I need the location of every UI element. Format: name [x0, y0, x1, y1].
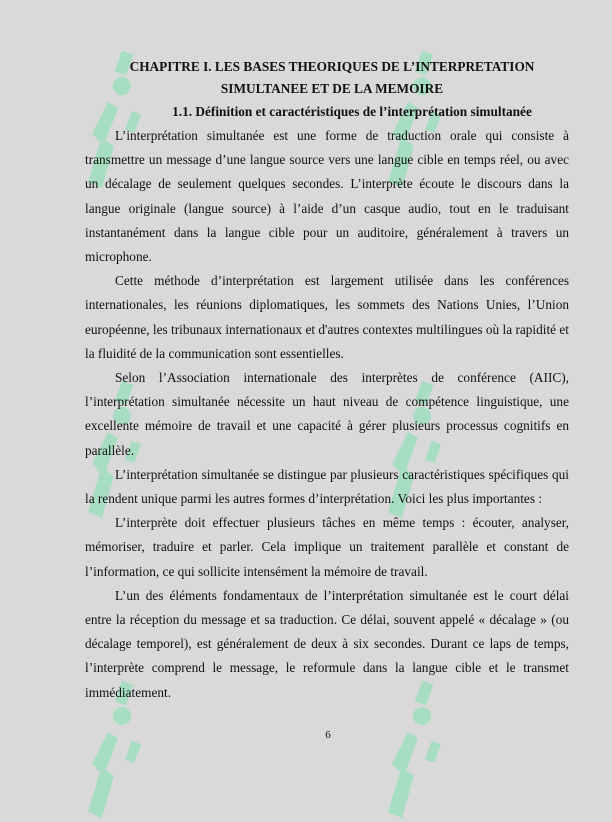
document-body: [85, 56, 569, 705]
paragraph-1: L’interprétation simultanée est une forme de traduction orale qui consiste à transmettre un message d’une langue source vers une langue cible en temps réel, ou avec un décalage de seulement quelques secondes. L’interprète écoute le discours dans la langue originale (langue source) à l’aide d’un casque audio, tout en le traduisant instantanément dans la langue cible pour un auditoire, généralement à travers un microphone.: [85, 128, 569, 265]
chapter-title-line-2: SIMULTANEE ET DE LA MEMOIRE: [220, 81, 444, 96]
page-number: 6: [325, 729, 331, 741]
paragraph-4: L’interprétation simultanée se distingue par plusieurs caractéristiques spécifiques qui la rendent unique parmi les autres formes d’interprétation. Voici les plus importantes :: [85, 466, 569, 507]
section-title: 1.1. Définition et caractéristiques de l’interprétation simultanée: [172, 104, 532, 119]
paragraph-2: Cette méthode d’interprétation est largement utilisée dans les conférences internationales, les réunions diplomatiques, les sommets des Nations Unies, l’Union européenne, les tribunaux internationaux et d'autres contextes multilingues où la rapidité et la fluidité de la communication sont essentielles.: [85, 273, 569, 361]
paragraph-3: Selon l’Association internationale des interprètes de conférence (AIIC), l’interprétation simultanée nécessite un haut niveau de compétence linguistique, une excellente mémoire de travail et une capacité à gérer plusieurs processus cognitifs en parallèle.: [85, 370, 569, 458]
paragraph-6: L’un des éléments fondamentaux de l’interprétation simultanée est le court délai entre la réception du message et sa traduction. Ce délai, souvent appelé « décalage » (ou décalage temporel), est généralement de deux à six secondes. Durant ce laps de temps, l’interprète comprend le message, le reformule dans la langue cible et le transmet immédiatement.: [85, 587, 569, 700]
paragraph-5: L’interprète doit effectuer plusieurs tâches en même temps : écouter, analyser, mémoriser, traduire et parler. Cela implique un traitement parallèle et constant de l’information, ce qui sollicite intensément la mémoire de travail.: [85, 515, 569, 579]
chapter-title-line-1: CHAPITRE I. LES BASES THEORIQUES DE L’INTERPRETATION: [129, 59, 535, 74]
